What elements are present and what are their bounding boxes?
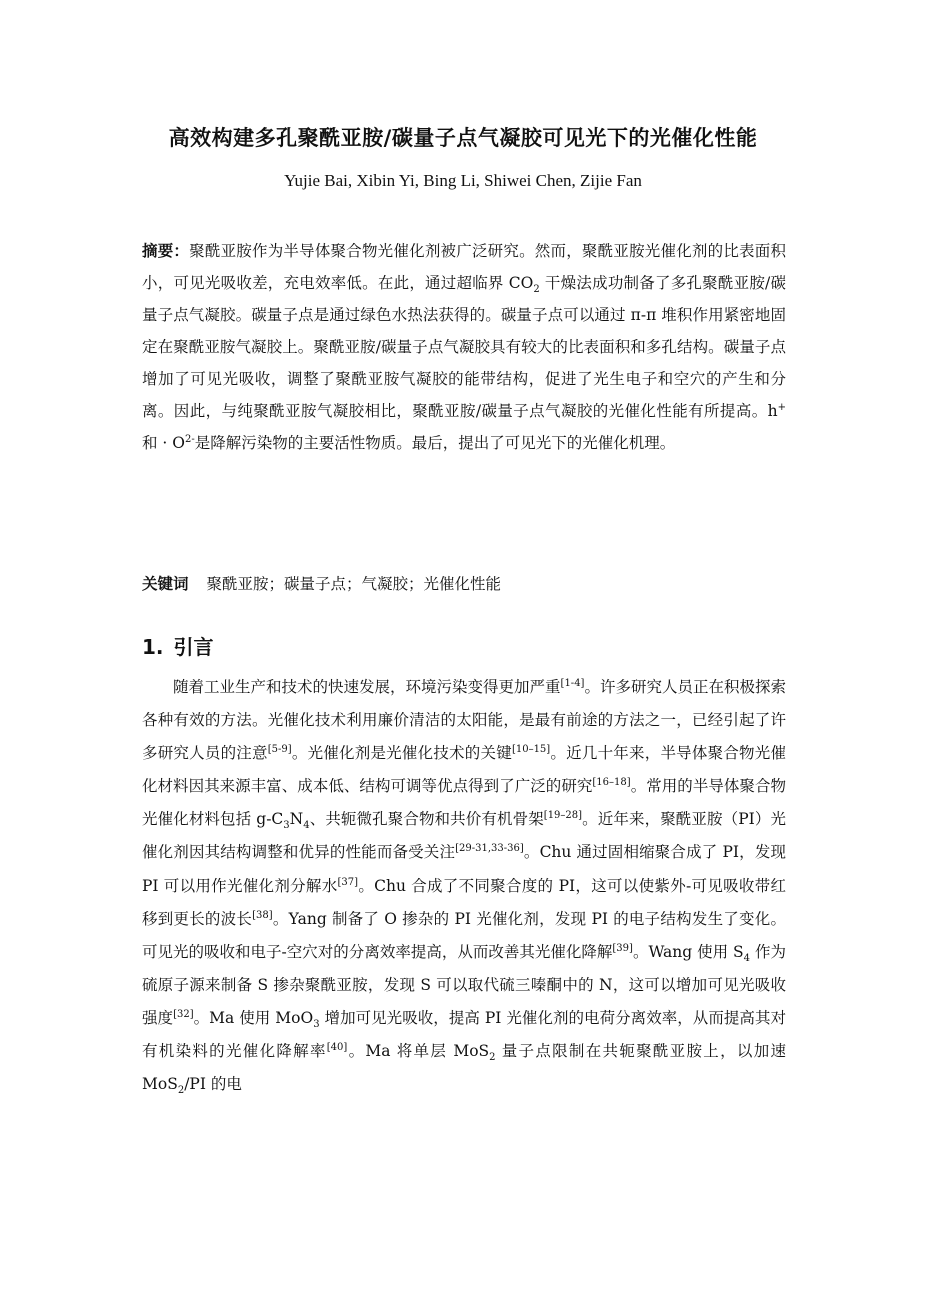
author-list: Yujie Bai, Xibin Yi, Bing Li, Shiwei Chen, Zijie Fan [284,171,642,190]
subscript: 2 [177,1085,185,1097]
keywords [142,568,501,600]
citation: [29-31,33-36] [455,843,524,855]
keywords-text: 聚酰亚胺；碳量子点；气凝胶；光催化性能 [206,575,502,593]
section-number: 1. [142,635,164,659]
intro-text: 。Ma 将单层 MoS [347,1042,490,1061]
subscript: 4 [303,820,310,832]
abstract-label: 摘要： [142,242,190,260]
subscript: 3 [313,1019,320,1031]
intro-text: 。Chu 通过固相缩聚合成了 PI，发现 PI 可以用作光催化剂分解水 [142,843,786,895]
citation: [10–15] [511,744,551,756]
subscript: 3 [283,820,290,832]
citation: [19–28] [543,810,583,822]
superscript: 2- [185,433,195,445]
intro-text: 、共轭微孔聚合物和共价有机骨架 [309,810,544,829]
intro-text: 。Wang 使用 S [632,942,744,961]
intro-text: 作为硫原子源来制备 S 掺杂聚酰亚胺，发现 S 可以取代硫三嗪酮中的 N，这可以增加可见光吸收强度 [142,942,786,1027]
abstract [142,235,786,459]
subscript: 2 [489,1052,496,1064]
abstract-text: 聚酰亚胺作为半导体聚合物光催化剂被广泛研究。然而，聚酰亚胺光催化剂的比表面积小，可见光吸收差，充电效率低。在此，通过超临界 CO [142,242,786,292]
intro-text: 量子点限制在共轭聚酰亚胺上，以加速 MoS [142,1042,786,1094]
citation: [38] [252,909,273,921]
intro-text: 。近年来，聚酰亚胺（PI）光催化剂因其结构调整和优异的性能而备受关注 [142,810,786,862]
citation: [32] [173,1008,194,1020]
subscript: 4 [743,952,751,964]
citation: [16–18] [592,777,631,789]
keywords-label: 关键词 [142,575,189,593]
abstract-text: 干燥法成功制备了多孔聚酰亚胺/碳量子点气凝胶。碳量子点是通过绿色水热法获得的。碳量子点可以通过 π-π 堆积作用紧密地固定在聚酰亚胺气凝胶上。聚酰亚胺/碳量子点气凝胶具有较大的比表面积和多孔结构。碳量子点增加了可见光吸收，调整了聚酰亚胺气凝胶的能带结构，促进了光生电子和空穴的产生和分离。因此，与纯聚酰亚胺气凝胶相比，聚酰亚胺/碳量子点气凝胶的光催化性能有所提高。h [142,274,787,420]
intro-text: N [289,810,304,829]
citation: [37] [337,876,359,888]
intro-text: 增加可见光吸收，提高 PI 光催化剂的电荷分离效率，从而提高其对有机染料的光催化降解率 [142,1008,786,1061]
citation: [40] [326,1041,348,1053]
intro-text: 。Yang 制备了 O 掺杂的 PI 光催化剂，发现 PI 的电子结构发生了变化。可见光的吸收和电子-空穴对的分离效率提高，从而改善其光催化降解 [142,909,786,961]
section-heading [142,631,214,660]
intro-text: 。近几十年来，半导体聚合物光催化材料因其来源丰富、成本低、结构可调等优点得到了广泛的研究 [142,744,786,796]
intro-text: 。Ma 使用 MoO [193,1008,314,1027]
citation: [1-4] [560,677,585,689]
subscript: 2 [533,284,540,296]
citation: [39] [612,942,633,954]
abstract-text: 是降解污染物的主要活性物质。最后，提出了可见光下的光催化机理。 [194,434,676,452]
abstract-text: 和 · O [142,434,185,452]
superscript: + [777,401,786,413]
intro-text: 。光催化剂是光催化技术的关键 [291,744,512,763]
intro-text: 随着工业生产和技术的快速发展，环境污染变得更加严重 [173,678,561,696]
citation: [5-9] [267,744,292,756]
section-title: 引言 [173,635,214,659]
intro-text: /PI 的电 [184,1075,242,1094]
intro-text: 。许多研究人员正在积极探索各种有效的方法。光催化技术利用廉价清洁的太阳能，是最有前途的方法之一，已经引起了许多研究人员的注意 [142,678,786,763]
intro-text: 。Chu 合成了不同聚合度的 PI，这可以使紫外-可见吸收带红移到更长的波长 [142,876,786,928]
intro-text: 。常用的半导体聚合物光催化材料包括 g-C [142,777,786,829]
intro-paragraph [142,671,786,1101]
paper-title: 高效构建多孔聚酰亚胺/碳量子点气凝胶可见光下的光催化性能 [168,126,758,150]
